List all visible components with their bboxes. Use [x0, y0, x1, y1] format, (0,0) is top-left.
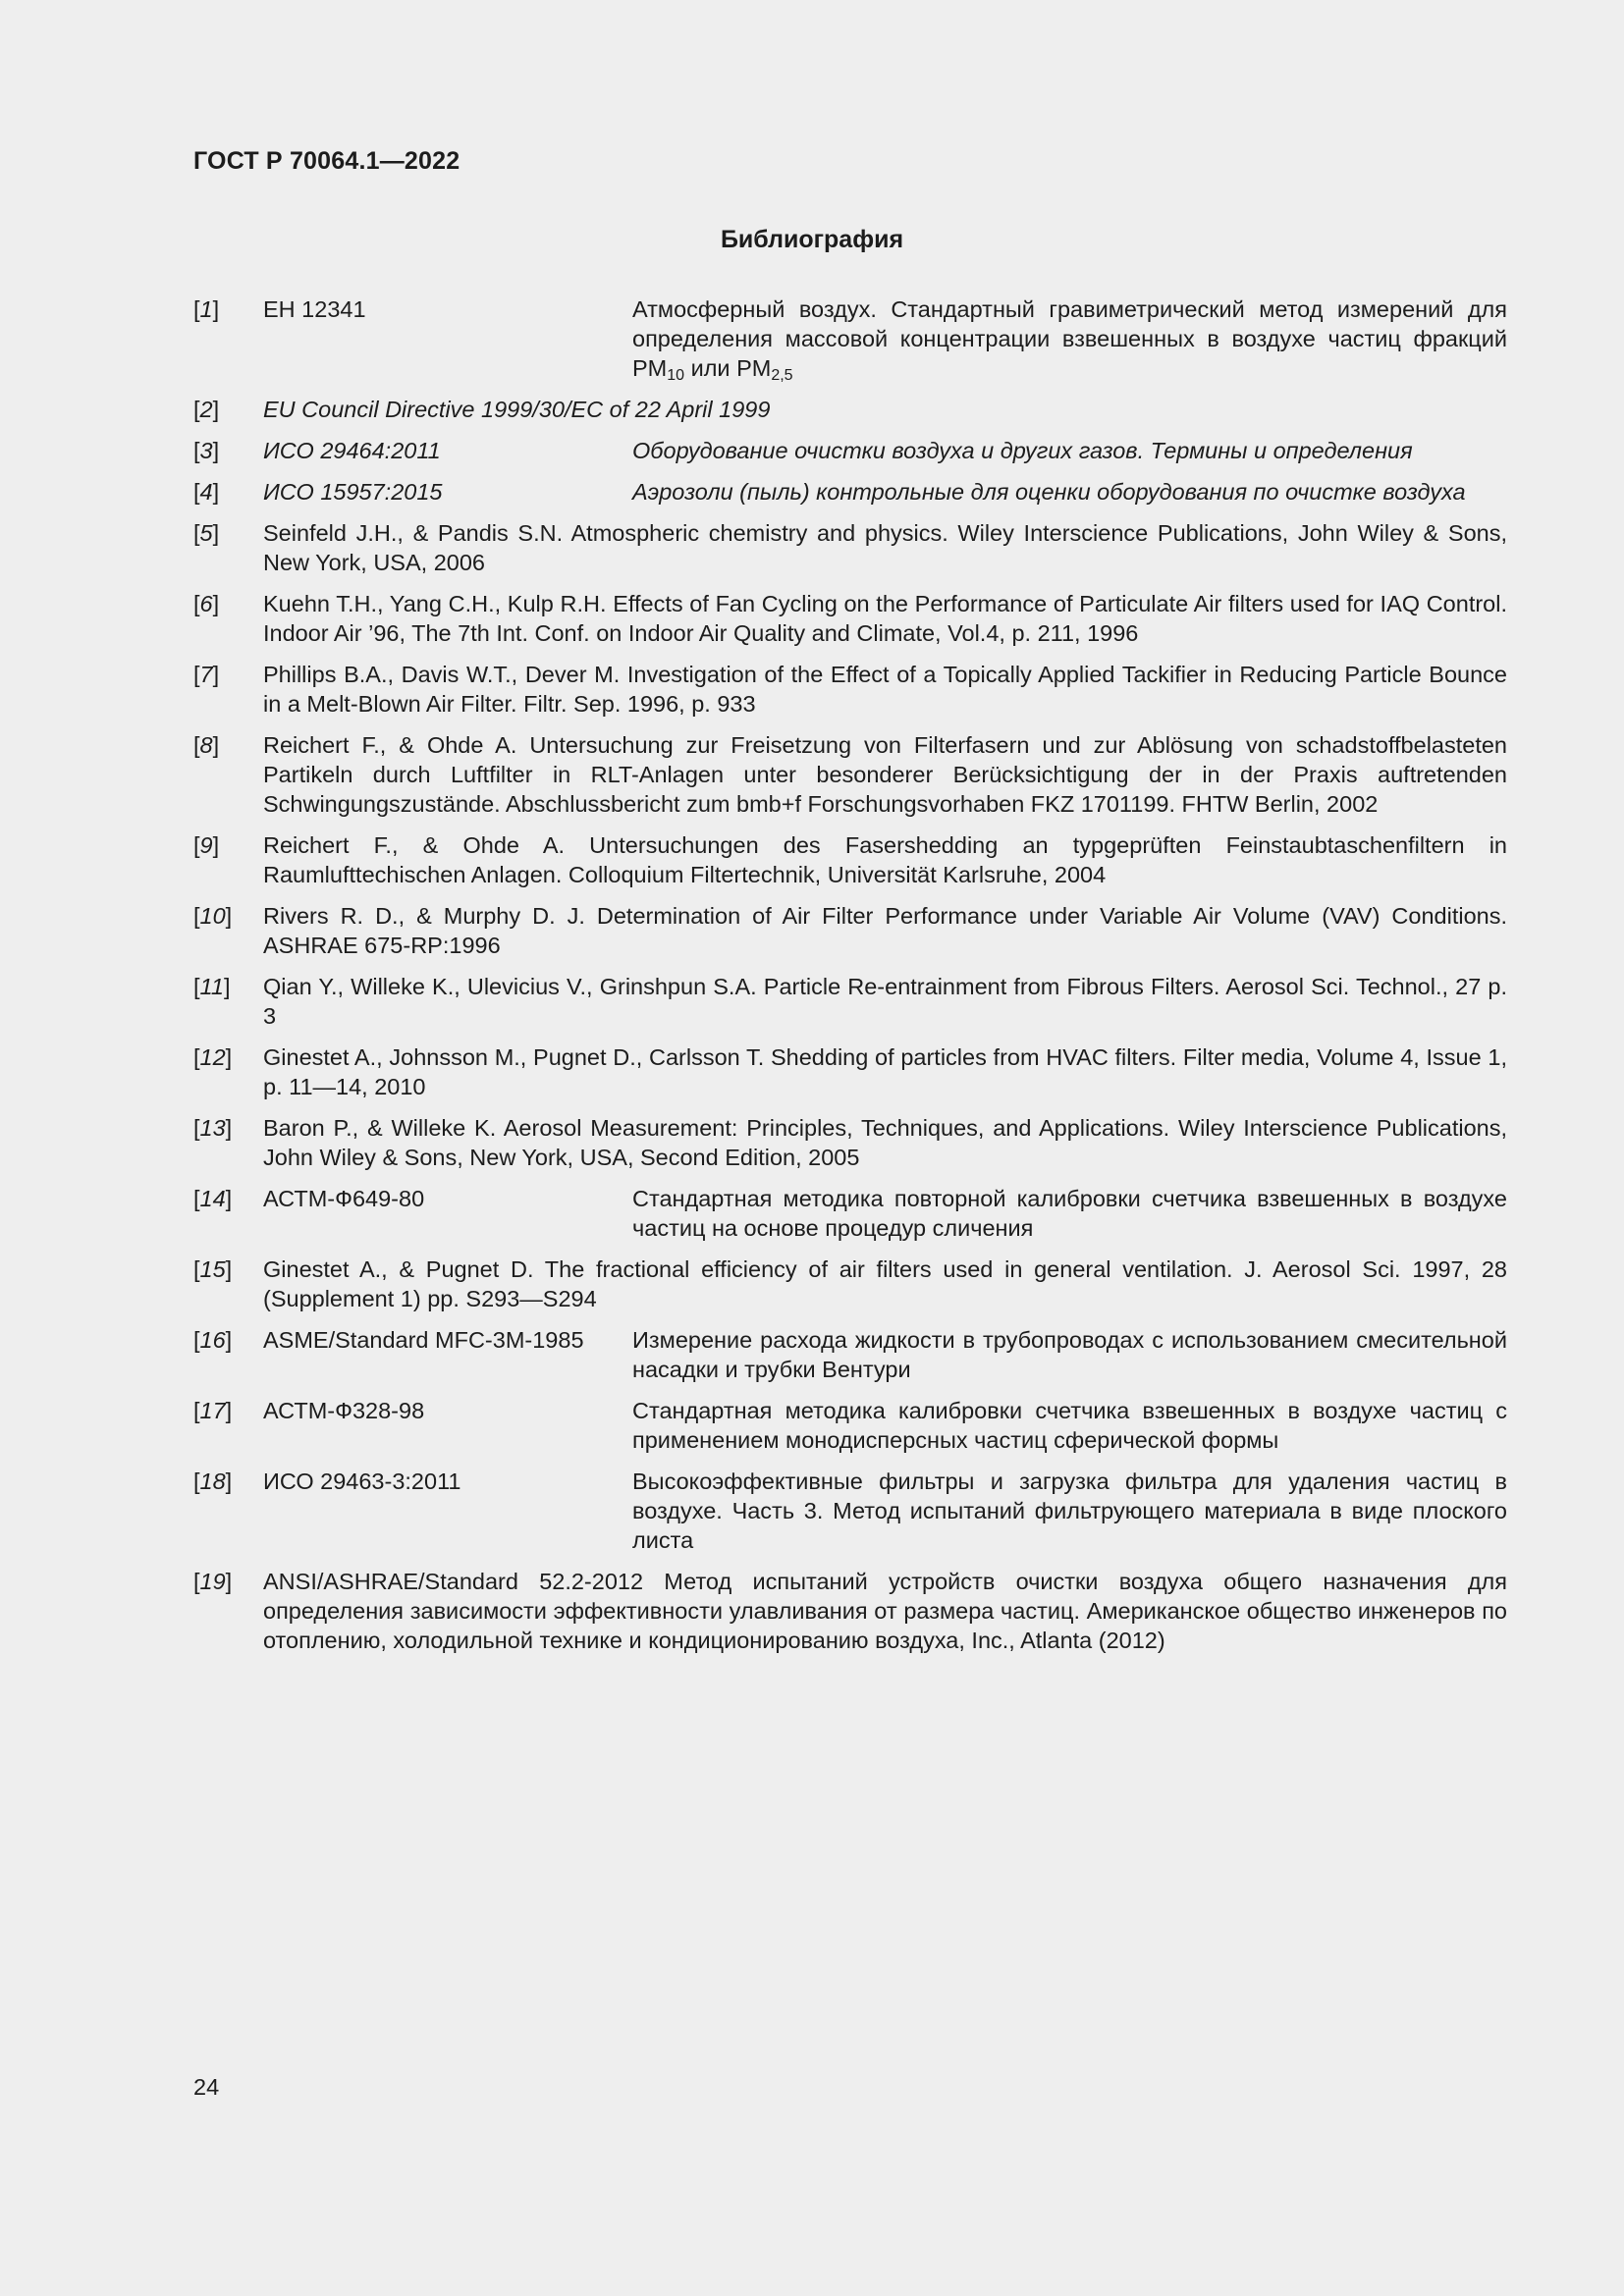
entry-text: Ginestet A., Johnsson M., Pugnet D., Carlsson T. Shedding of particles from HVAC filters. Filter media, Volume 4, Issue 1, p. 11—14, 2010 — [263, 1044, 1507, 1099]
entry-code: АСТМ-Ф328-98 — [263, 1398, 425, 1423]
document-code: ГОСТ Р 70064.1—2022 — [193, 147, 460, 175]
entry-code: ИСО 29463-3:2011 — [263, 1468, 461, 1494]
bibliography-entry — [193, 660, 1507, 719]
entry-number: [3] — [193, 438, 220, 463]
bibliography-entry — [193, 1255, 1507, 1313]
bibliography-entry — [193, 477, 1507, 507]
bibliography-entry — [193, 972, 1507, 1031]
bibliography-title: Библиография — [720, 226, 904, 253]
entry-text: Phillips B.A., Davis W.T., Dever M. Investigation of the Effect of a Topically Applied Tackifier in Reducing Particle Bounce in a Melt-Blown Air Filter. Filtr. Sep. 1996, p. 933 — [263, 662, 1507, 717]
entry-number: [17] — [193, 1398, 233, 1423]
entry-number: [11] — [193, 974, 231, 999]
entry-text: Baron P., & Willeke K. Aerosol Measurement: Principles, Techniques, and Applications. Wiley Interscience Publications, John Wiley & Sons, New York, USA, Second Edition, 2005 — [263, 1115, 1507, 1170]
bibliography-entry — [193, 1396, 1507, 1455]
entry-title: Стандартная методика повторной калибровки счетчика взвешенных в воздухе частиц на основе процедур сличения — [632, 1186, 1507, 1241]
entry-number: [1] — [193, 296, 220, 322]
bibliography-entry — [193, 436, 1507, 465]
entry-title: Атмосферный воздух. Стандартный гравиметрический метод измерений для определения массовой концентрации взвешенных в воздухе частиц фракций $PM_{10}$ или $PM_{2,5}$ — [632, 296, 1507, 384]
entry-number: [15] — [193, 1256, 233, 1282]
entry-number: [5] — [193, 520, 220, 546]
entry-text: Ginestet A., & Pugnet D. The fractional efficiency of air filters used in general ventilation. J. Aerosol Sci. 1997, 28 (Supplement 1) pp. S293—S294 — [263, 1256, 1507, 1311]
entry-number: [4] — [193, 479, 220, 505]
entry-text: Reichert F., & Ohde A. Untersuchung zur Freisetzung von Filterfasern und zur Ablösung von schadstoffbelasteten Partikeln durch Luftfilter in RLT-Anlagen unter besonderer Berücksichtigung der in der Praxis auftretenden Schwingungszustände. Abschlussbericht zum bmb+f Forschungsvorhaben FKZ 1701199. FHTW Berlin, 2002 — [263, 732, 1507, 817]
entry-code: ИСО 15957:2015 — [263, 479, 443, 505]
entry-text: EU Council Directive 1999/30/EC of 22 April 1999 — [263, 397, 771, 422]
entry-number: [2] — [193, 397, 220, 422]
entry-number: [10] — [193, 903, 233, 929]
bibliography-entry — [193, 1325, 1507, 1384]
entry-title: Оборудование очистки воздуха и других газов. Термины и определения — [632, 438, 1413, 463]
bibliography-entry — [193, 395, 1507, 424]
entry-code: ЕН 12341 — [263, 296, 366, 322]
entry-text: Qian Y., Willeke K., Ulevicius V., Grinshpun S.A. Particle Re-entrainment from Fibrous Filters. Aerosol Sci. Technol., 27 p. 3 — [263, 974, 1507, 1029]
bibliography-entry — [193, 730, 1507, 819]
entry-number: [8] — [193, 732, 220, 758]
entry-number: [19] — [193, 1569, 233, 1594]
entry-number: [7] — [193, 662, 220, 687]
entry-title: Стандартная методика калибровки счетчика взвешенных в воздухе частиц с применением монодисперсных частиц сферической формы — [632, 1398, 1507, 1453]
entry-title: Высокоэффективные фильтры и загрузка фильтра для удаления частиц в воздухе. Часть 3. Метод испытаний фильтрующего материала в виде плоского листа — [632, 1468, 1507, 1553]
bibliography-entry — [193, 589, 1507, 648]
bibliography-entry — [193, 1042, 1507, 1101]
entry-number: [16] — [193, 1327, 233, 1353]
bibliography-entry — [193, 1567, 1507, 1655]
bibliography-list — [193, 294, 1507, 1667]
entry-code: ИСО 29464:2011 — [263, 438, 441, 463]
entry-text: Rivers R. D., & Murphy D. J. Determination of Air Filter Performance under Variable Air Volume (VAV) Conditions. ASHRAE 675-RP:1996 — [263, 903, 1507, 958]
entry-number: [6] — [193, 591, 220, 616]
entry-title: Аэрозоли (пыль) контрольные для оценки оборудования по очистке воздуха — [632, 479, 1466, 505]
bibliography-entry — [193, 518, 1507, 577]
entry-number: [13] — [193, 1115, 233, 1141]
entry-text: ANSI/ASHRAE/Standard 52.2-2012 Метод испытаний устройств очистки воздуха общего назначения для определения зависимости эффективности улавливания от размера частиц. Американское общество инженеров по отоплению, холодильной технике и кондиционированию воздуха, Inc., Atlanta (2012) — [263, 1569, 1507, 1653]
bibliography-entry — [193, 294, 1507, 383]
bibliography-entry — [193, 901, 1507, 960]
entry-text: Reichert F., & Ohde A. Untersuchungen des Fasershedding an typgeprüften Feinstaubtaschenfiltern in Raumlufttechischen Anlagen. Colloquium Filtertechnik, Universität Karlsruhe, 2004 — [263, 832, 1507, 887]
bibliography-entry — [193, 1467, 1507, 1555]
entry-text: Seinfeld J.H., & Pandis S.N. Atmospheric chemistry and physics. Wiley Interscience Publications, John Wiley & Sons, New York, USA, 2006 — [263, 520, 1507, 575]
entry-code: АСТМ-Ф649-80 — [263, 1186, 425, 1211]
entry-number: [14] — [193, 1186, 233, 1211]
entry-text: Kuehn T.H., Yang C.H., Kulp R.H. Effects of Fan Cycling on the Performance of Particulate Air filters used for IAQ Control. Indoor Air ’96, The 7th Int. Conf. on Indoor Air Quality and Climate, Vol.4, p. 211, 1996 — [263, 591, 1507, 646]
entry-title: Измерение расхода жидкости в трубопроводах с использованием смесительной насадки и трубки Вентури — [632, 1327, 1507, 1382]
entry-number: [9] — [193, 832, 220, 858]
entry-number: [12] — [193, 1044, 233, 1070]
bibliography-entry — [193, 830, 1507, 889]
bibliography-entry — [193, 1184, 1507, 1243]
bibliography-entry — [193, 1113, 1507, 1172]
entry-number: [18] — [193, 1468, 233, 1494]
entry-code: ASME/Standard MFC-3M-1985 — [263, 1327, 584, 1353]
page-number: 24 — [193, 2074, 220, 2100]
